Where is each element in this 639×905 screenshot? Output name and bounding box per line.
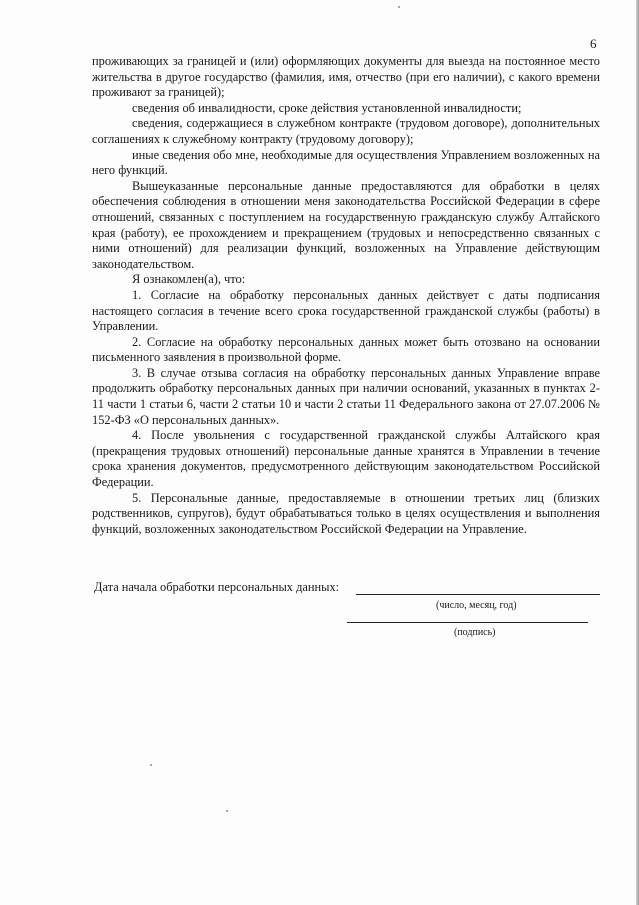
paragraph: сведения, содержащиеся в служебном контракте (трудовом договоре), дополнительных соглашениях к служебному контракту (трудовому договору); — [92, 116, 600, 146]
scan-speck — [150, 764, 152, 766]
numbered-clause: 4. После увольнения с государственной гражданской службы Алтайского края (прекращения трудовых отношений) персональные данные хранятся в Управлении в течение срока хранения документов, предусмотренного действующим законодательством Российской Федерации. — [92, 428, 600, 490]
signature-caption: (подпись) — [454, 627, 496, 638]
paragraph: сведения об инвалидности, сроке действия установленной инвалидности; — [132, 100, 522, 115]
paragraph: Вышеуказанные персональные данные предоставляются для обработки в целях обеспечения соблюдения в отношении меня законодательства Российской Федерации в сфере отношений, связанных с поступлением на государственную гражданскую службу Алтайского края (работу), ее прохождением и прекращением (трудовых и непосредственно связанных с ними отношений) для реализации функций, возложенных на Управление действующим законодательством. — [92, 178, 600, 271]
numbered-clause: 3. В случае отзыва согласия на обработку персональных данных Управление вправе продолжить обработку персональных данных при наличии оснований, указанных в пунктах 2-11 части 1 статьи 6, части 2 статьи 10 и части 2 статьи 11 Федерального закона от 27.07.2006 № 152-ФЗ «О персональных данных». — [92, 365, 600, 427]
paragraph: Я ознакомлен(а), что: — [132, 272, 246, 287]
numbered-clause: 5. Персональные данные, предоставляемые в отношении третьих лиц (близких родственников, супругов), будут обрабатываться только в целях осуществления и выполнения функций, возложенных законодательством Российской Федерации на Управление. — [92, 490, 600, 536]
start-date-line — [356, 594, 600, 595]
document-body — [92, 54, 600, 537]
paragraph: проживающих за границей и (или) оформляющих документы для выезда на постоянное место жительства в другое государство (фамилия, имя, отчество (при его наличии), с какого времени проживают за границей); — [92, 54, 600, 100]
paragraph: иные сведения обо мне, необходимые для осуществления Управлением возложенных на него функций. — [92, 147, 600, 178]
numbered-clause: 2. Согласие на обработку персональных данных может быть отозвано на основании письменного заявления в произвольной форме. — [92, 334, 600, 365]
scan-speck — [398, 6, 400, 8]
signature-line — [347, 622, 588, 623]
numbered-clause: 1. Согласие на обработку персональных данных действует с даты подписания настоящего согласия в течение всего срока государственной гражданской службы (работы) в Управлении. — [92, 287, 600, 334]
page-number: 6 — [590, 36, 597, 51]
scan-speck — [226, 810, 228, 812]
date-caption: (число, месяц, год) — [436, 600, 517, 611]
start-date-label: Дата начала обработки персональных данных: — [94, 580, 340, 594]
start-date-row — [94, 579, 600, 597]
